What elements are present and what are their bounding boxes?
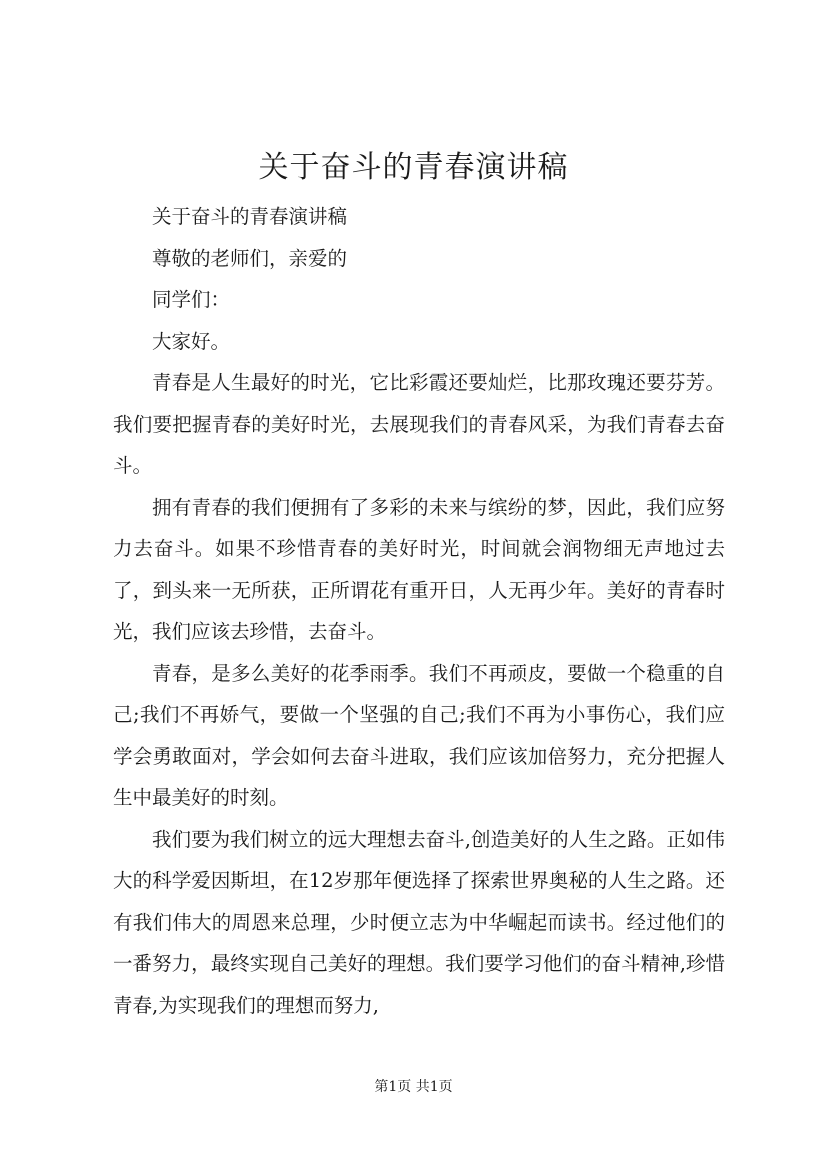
paragraph-salutation: 尊敬的老师们，亲爱的 bbox=[152, 246, 348, 270]
paragraph: 我们要为我们树立的远大理想去奋斗,创造美好的人生之路。正如伟大的科学爱因斯坦，在12岁那年便选择了探索世界奥秘的人生之路。还有我们伟大的周恩来总理，少时便立志为中华崛起而读书。经过他们的一番努力，最终实现自己美好的理想。我们要学习他们的奋斗精神,珍惜青春,为实现我们的理想而努力, bbox=[113, 827, 725, 1017]
page-number-footer: 第1页 共1页 bbox=[374, 1079, 453, 1095]
paragraph-salutation-cont: 同学们： bbox=[152, 288, 231, 311]
paragraph: 青春是人生最好的时光，它比彩霞还要灿烂，比那玫瑰还要芬芳。我们要把握青春的美好时光，去展现我们的青春风采，为我们青春去奋斗。 bbox=[113, 371, 725, 477]
document-body bbox=[113, 196, 725, 1026]
document-title: 关于奋斗的青春演讲稿 bbox=[258, 150, 569, 185]
paragraph: 青春，是多么美好的花季雨季。我们不再顽皮，要做一个稳重的自己;我们不再娇气，要做一个坚强的自己;我们不再为小事伤心，我们应学会勇敢面对，学会如何去奋斗进取，我们应该加倍努力，充分把握人生中最美好的时刻。 bbox=[113, 661, 725, 809]
paragraph: 拥有青春的我们便拥有了多彩的未来与缤纷的梦，因此，我们应努力去奋斗。如果不珍惜青春的美好时光，时间就会润物细无声地过去了，到头来一无所获，正所谓花有重开日，人无再少年。美好的青春时光，我们应该去珍惜，去奋斗。 bbox=[113, 495, 725, 643]
paragraph-greeting: 大家好。 bbox=[152, 329, 231, 353]
paragraph-heading: 关于奋斗的青春演讲稿 bbox=[152, 205, 348, 228]
